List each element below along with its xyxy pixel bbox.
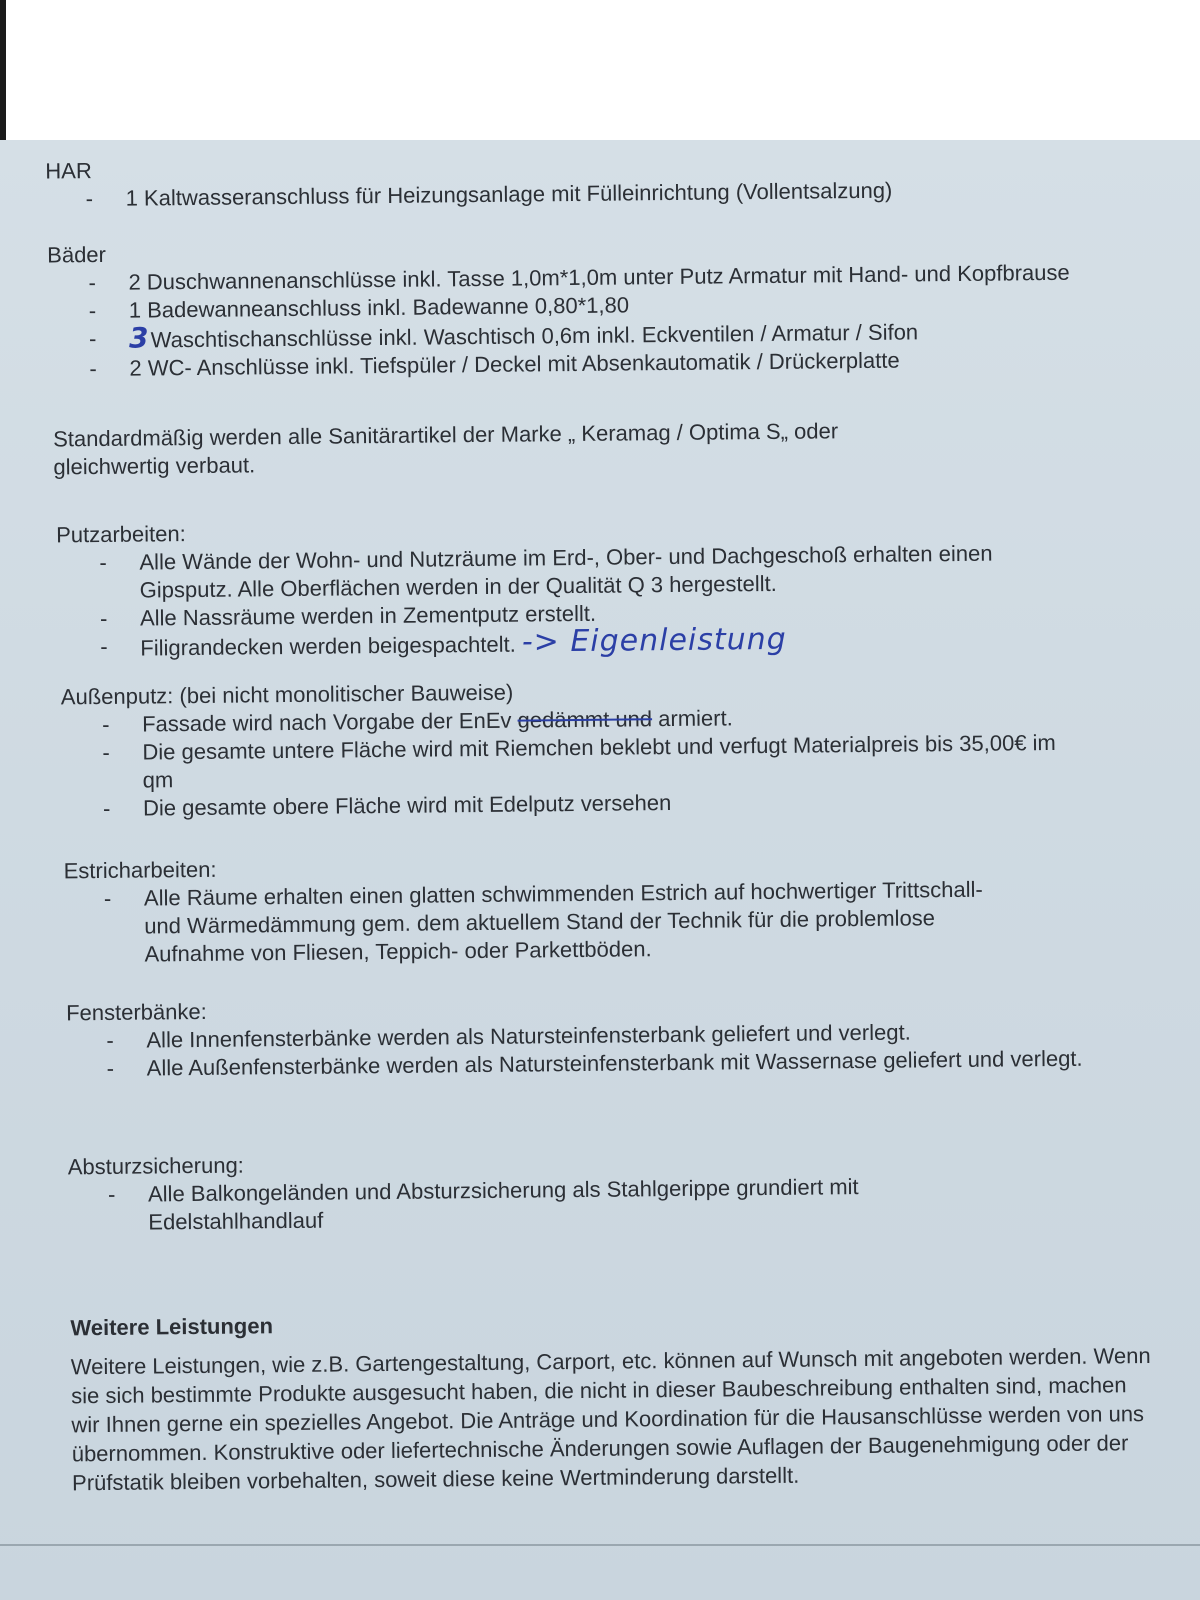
section-title-fensterbaenke: Fensterbänke: — [66, 998, 207, 1026]
section-title-har: HAR — [45, 158, 92, 184]
list-item: - Die gesamte untere Fläche wird mit Riemchen beklebt und verfugt Materialpreis bis 35,00€ im qm — [102, 729, 1056, 793]
section-title-putzarbeiten: Putzarbeiten: — [56, 521, 186, 548]
standard-sanitary-text: Standardmäßig werden alle Sanitärartikel der Marke „ Keramag / Optima S„ oder gleichwertig verbaut. — [53, 418, 839, 480]
list-item: - Die gesamte obere Fläche wird mit Edelputz versehen — [102, 790, 672, 821]
list-item: - 3 Waschtischanschlüsse inkl. Waschtisch 0,6m inkl. Eckventilen / Armatur / Sifon — [88, 319, 919, 355]
absturz-list — [108, 1172, 989, 1237]
weitere-leistungen-text: Weitere Leistungen, wie z.B. Gartengestaltung, Carport, etc. können auf Wunsch mit angeboten werden. Wenn sie sich bestimmte Produkte ausgesucht haben, die nicht in dieser Baubeschreibung enthalten sind, machen wir Ihnen gerne ein spezielles Angebot. Die Anträge und Koordination für die Hausanschlüsse werden von uns übernommen. Konstruktive oder liefertechnische Änderungen sowie Auflagen der Baugenehmigung oder der Prüfstatik bleiben vorbehalten, soweit diese keine Wertminderung darstellt. — [70, 1343, 1151, 1496]
handwritten-correction: 3 — [128, 321, 149, 355]
har-list — [85, 175, 1085, 213]
list-item: - Fassade wird nach Vorgabe der EnEv gedämmt und armiert. — [101, 705, 733, 737]
list-item: - 2 WC- Anschlüsse inkl. Tiefspüler / Deckel mit Absenkautomatik / Drückerplatte — [89, 347, 900, 382]
handwritten-note: -> Eigenleistung — [521, 621, 787, 660]
list-item: - 1 Badewanneanschluss inkl. Badewanne 0,80*1,80 — [88, 292, 630, 324]
paper-sheet — [0, 140, 1200, 1600]
section-title-absturzsicherung: Absturzsicherung: — [67, 1152, 244, 1180]
list-item: - Alle Wände der Wohn- und Nutzräume im Erd-, Ober- und Dachgeschoß erhalten einen Gipsputz. Alle Oberflächen werden in der Qualität Q 3 hergestellt. — [99, 540, 993, 603]
section-title-estricharbeiten: Estricharbeiten: — [63, 856, 217, 884]
list-item: - Alle Balkongeländen und Absturzsicherung als Stahlgerippe grundiert mit Edelstahlhandlauf — [107, 1174, 859, 1235]
section-title-baeder: Bäder — [47, 241, 107, 268]
section-title-weitere-leistungen: Weitere Leistungen — [70, 1313, 274, 1341]
bullet-dash: - — [85, 186, 94, 212]
list-item: - Filigrandecken werden beigespachtelt. -> Eigenleistung — [100, 621, 787, 661]
estrich-list — [104, 875, 1025, 969]
fensterbaenke-list — [106, 1017, 1097, 1083]
list-item: - Alle Außenfensterbänke werden als Natursteinfensterbank mit Wassernase geliefert und verlegt. — [106, 1045, 1083, 1081]
putz-list — [99, 539, 1060, 663]
section-title-aussenputz: Außenputz: (bei nicht monolitischer Bauweise) — [60, 679, 514, 710]
blank-top-area — [0, 0, 1200, 140]
list-item: - 1 Kaltwasseranschluss für Heizungsanlage mit Fülleinrichtung (Vollentsalzung) — [85, 177, 893, 212]
document-body — [0, 127, 1200, 1599]
list-item: - Alle Nassräume werden in Zementputz erstellt. — [99, 600, 597, 631]
list-item: - 2 Duschwannenanschlüsse inkl. Tasse 1,0m*1,0m unter Putz Armatur mit Hand- und Kopfbrause — [88, 259, 1070, 296]
aussenputz-list — [102, 701, 1093, 823]
baeder-list — [88, 259, 1079, 383]
list-item: - Alle Räume erhalten einen glatten schwimmenden Estrich auf hochwertiger Trittschall- und Wärmedämmung gem. dem aktuellem Stand der Technik für die problemlose Aufnahme von Fliesen, Teppich- oder Parkettböden. — [103, 876, 983, 967]
left-edge-mark — [0, 0, 6, 140]
bottom-divider — [0, 1544, 1200, 1546]
struck-text: gedämmt und — [517, 706, 653, 733]
list-item: - Alle Innenfensterbänke werden als Natursteinfensterbank geliefert und verlegt. — [106, 1019, 911, 1053]
